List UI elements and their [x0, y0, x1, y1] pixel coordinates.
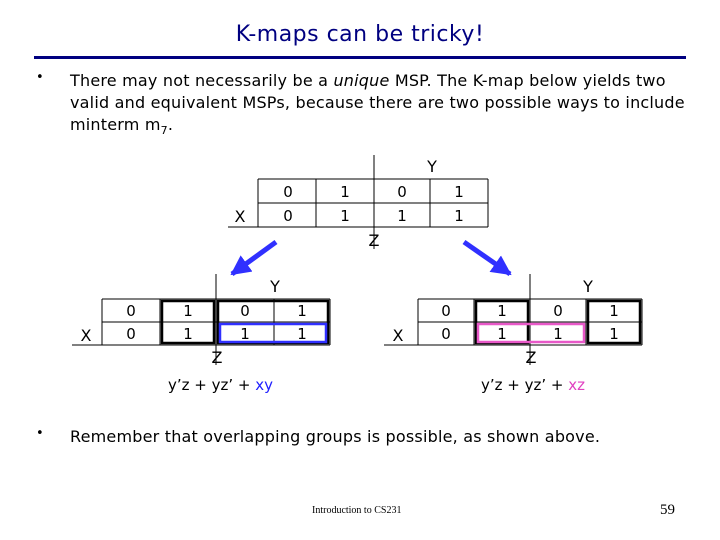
cell: 1: [397, 207, 407, 225]
page-number: 59: [660, 502, 675, 518]
cell: 1: [340, 183, 350, 201]
cell: 0: [283, 207, 293, 225]
footer-course: Introduction to CS231: [312, 505, 402, 516]
cell: 0: [553, 302, 563, 320]
expression-highlight-xy: xy: [255, 376, 274, 394]
cell: 1: [340, 207, 350, 225]
arrow-left-icon: [232, 242, 276, 274]
col-label-y: Y: [270, 277, 280, 296]
top-kmap: [228, 155, 488, 250]
right-kmap: [384, 274, 642, 367]
cell: 0: [126, 302, 136, 320]
group-xz: [478, 324, 584, 342]
expression-prefix: y’z + yz’ +: [168, 376, 256, 394]
col-label-y: Y: [583, 277, 593, 296]
col-label-z: Z: [368, 231, 380, 250]
cell: 1: [183, 325, 193, 343]
cell: 0: [240, 302, 250, 320]
bullet-text-part: There may not necessarily be a: [70, 71, 334, 90]
col-label-z: Z: [525, 348, 537, 367]
bullet-text-overlapping-groups: Remember that overlapping groups is possible, as shown above.: [70, 427, 601, 446]
row-label-x: X: [392, 326, 404, 345]
row-label-x: X: [80, 326, 92, 345]
group-xy: [220, 324, 326, 342]
bullet-marker: •: [36, 70, 44, 85]
cell: 0: [283, 183, 293, 201]
cell: 1: [297, 302, 307, 320]
cell: 1: [497, 302, 507, 320]
arrow-right-icon: [464, 242, 510, 274]
bullet-marker: •: [36, 426, 44, 441]
bullet-text-part: MSP. The K-map below yields two valid and equivalent MSPs, because there are two possible ways to include minterm m: [70, 71, 685, 134]
cell: 1: [609, 325, 619, 343]
col-label-y: Y: [427, 157, 437, 176]
left-kmap: [72, 274, 330, 367]
expression-highlight-xz: xz: [568, 376, 586, 394]
cell: 1: [609, 302, 619, 320]
bullet-italic-word: unique: [333, 71, 390, 90]
cell: 1: [454, 183, 464, 201]
right-msp-expression: [481, 376, 585, 394]
cell: 0: [441, 325, 451, 343]
cell: 1: [297, 325, 307, 343]
cell: 0: [126, 325, 136, 343]
cell: 1: [240, 325, 250, 343]
col-label-z: Z: [211, 348, 223, 367]
row-label-x: X: [234, 207, 246, 226]
minterm-subscript: 7: [160, 124, 168, 138]
cell: 0: [441, 302, 451, 320]
cell: 1: [183, 302, 193, 320]
cell: 0: [397, 183, 407, 201]
cell: 1: [454, 207, 464, 225]
slide-title: K-maps can be tricky!: [235, 22, 485, 47]
bullet-text-part: .: [167, 115, 174, 134]
expression-prefix: y’z + yz’ +: [481, 376, 569, 394]
left-msp-expression: [168, 376, 273, 394]
cell: 1: [553, 325, 563, 343]
cell: 1: [497, 325, 507, 343]
